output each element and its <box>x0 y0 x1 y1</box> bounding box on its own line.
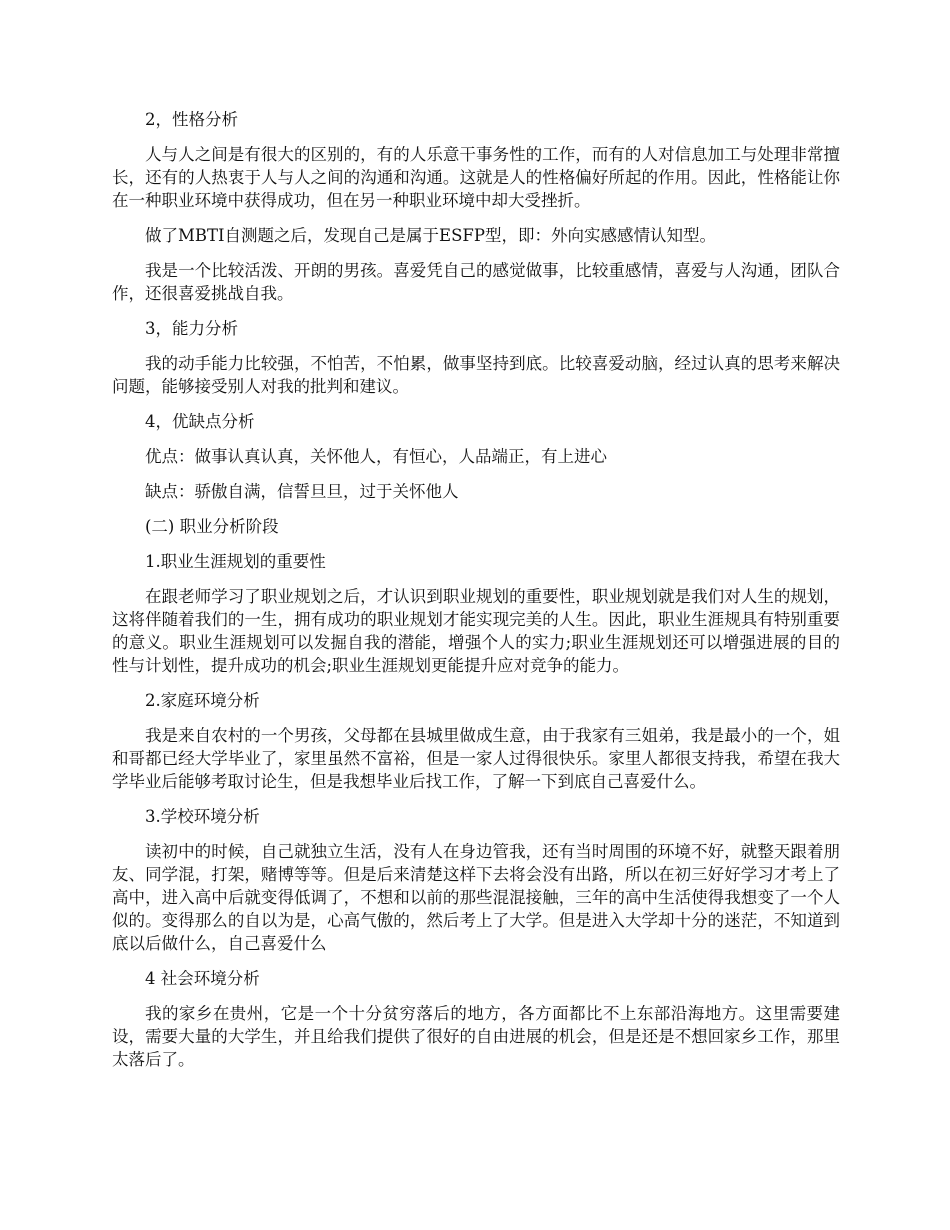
paragraph-school-environment: 读初中的时候，自己就独立生活，没有人在身边管我，还有当时周围的环境不好，就整天跟着朋友、同学混，打架，赌博等等。但是后来清楚这样下去将会没有出路，所以在初三好好学习才考上了高中，进入高中后就变得低调了，不想和以前的那些混混接触，三年的高中生活使得我想变了一个人似的。变得那么的自以为是，心高气傲的，然后考上了大学。但是进入大学却十分的迷茫，不知道到底以后做什么，自己喜爱什么 <box>112 842 840 953</box>
paragraph-ability: 我的动手能力比较强，不怕苦，不怕累，做事坚持到底。比较喜爱动脑，经过认真的思考来解决问题，能够接受别人对我的批判和建议。 <box>112 354 840 396</box>
heading-social-environment: 4 社会环境分析 <box>145 969 260 988</box>
paragraph-self-description: 我是一个比较活泼、开朗的男孩。喜爱凭自己的感觉做事，比较重感情，喜爱与人沟通，团队合作，还很喜爱挑战自我。 <box>112 261 840 303</box>
heading-personality: 2，性格分析 <box>145 110 238 129</box>
section-heading-career-analysis: (二) 职业分析阶段 <box>145 517 279 536</box>
paragraph-family-environment: 我是来自农村的一个男孩，父母都在县城里做成生意，由于我家有三姐弟，我是最小的一个，姐和哥都已经大学毕业了，家里虽然不富裕，但是一家人过得很快乐。家里人都很支持我，希望在我大学毕业后能够考取讨论生，但是我想毕业后找工作，了解一下到底自己喜爱什么。 <box>112 726 840 791</box>
paragraph-career-planning: 在跟老师学习了职业规划之后，才认识到职业规划的重要性，职业规划就是我们对人生的规划，这将伴随着我们的一生，拥有成功的职业规划才能实现完美的人生。因此，职业生涯规具有特别重要的意义。职业生涯规划可以发掘自我的潜能，增强个人的实力;职业生涯规划还可以增强进展的目的性与计划性，提升成功的机会;职业生涯规划更能提升应对竞争的能力。 <box>112 587 840 675</box>
heading-strengths-weaknesses: 4，优缺点分析 <box>145 412 255 431</box>
heading-career-planning-importance: 1.职业生涯规划的重要性 <box>145 552 326 571</box>
heading-school-environment: 3.学校环境分析 <box>145 807 260 826</box>
paragraph-weaknesses: 缺点：骄傲自满，信誓旦旦，过于关怀他人 <box>145 482 459 501</box>
paragraph-mbti-result: 做了MBTI自测题之后，发现自己是属于ESFP型，即：外向实感感情认知型。 <box>145 226 716 245</box>
heading-family-environment: 2.家庭环境分析 <box>145 691 260 710</box>
paragraph-personality-differences: 人与人之间是有很大的区别的，有的人乐意干事务性的工作，而有的人对信息加工与处理非常擅长，还有的人热衷于人与人之间的沟通和沟通。这就是人的性格偏好所起的作用。因此，性格能让你在一种职业环境中获得成功，但在另一种职业环境中却大受挫折。 <box>112 145 840 210</box>
paragraph-social-environment: 我的家乡在贵州，它是一个十分贫穷落后的地方，各方面都比不上东部沿海地方。这里需要建设，需要大量的大学生，并且给我们提供了很好的自由进展的机会，但是还是不想回家乡工作，那里太落后了。 <box>112 1004 840 1069</box>
heading-ability: 3，能力分析 <box>145 319 238 338</box>
document-body <box>112 108 840 1083</box>
paragraph-strengths: 优点：做事认真认真，关怀他人，有恒心，人品端正，有上进心 <box>145 447 607 466</box>
